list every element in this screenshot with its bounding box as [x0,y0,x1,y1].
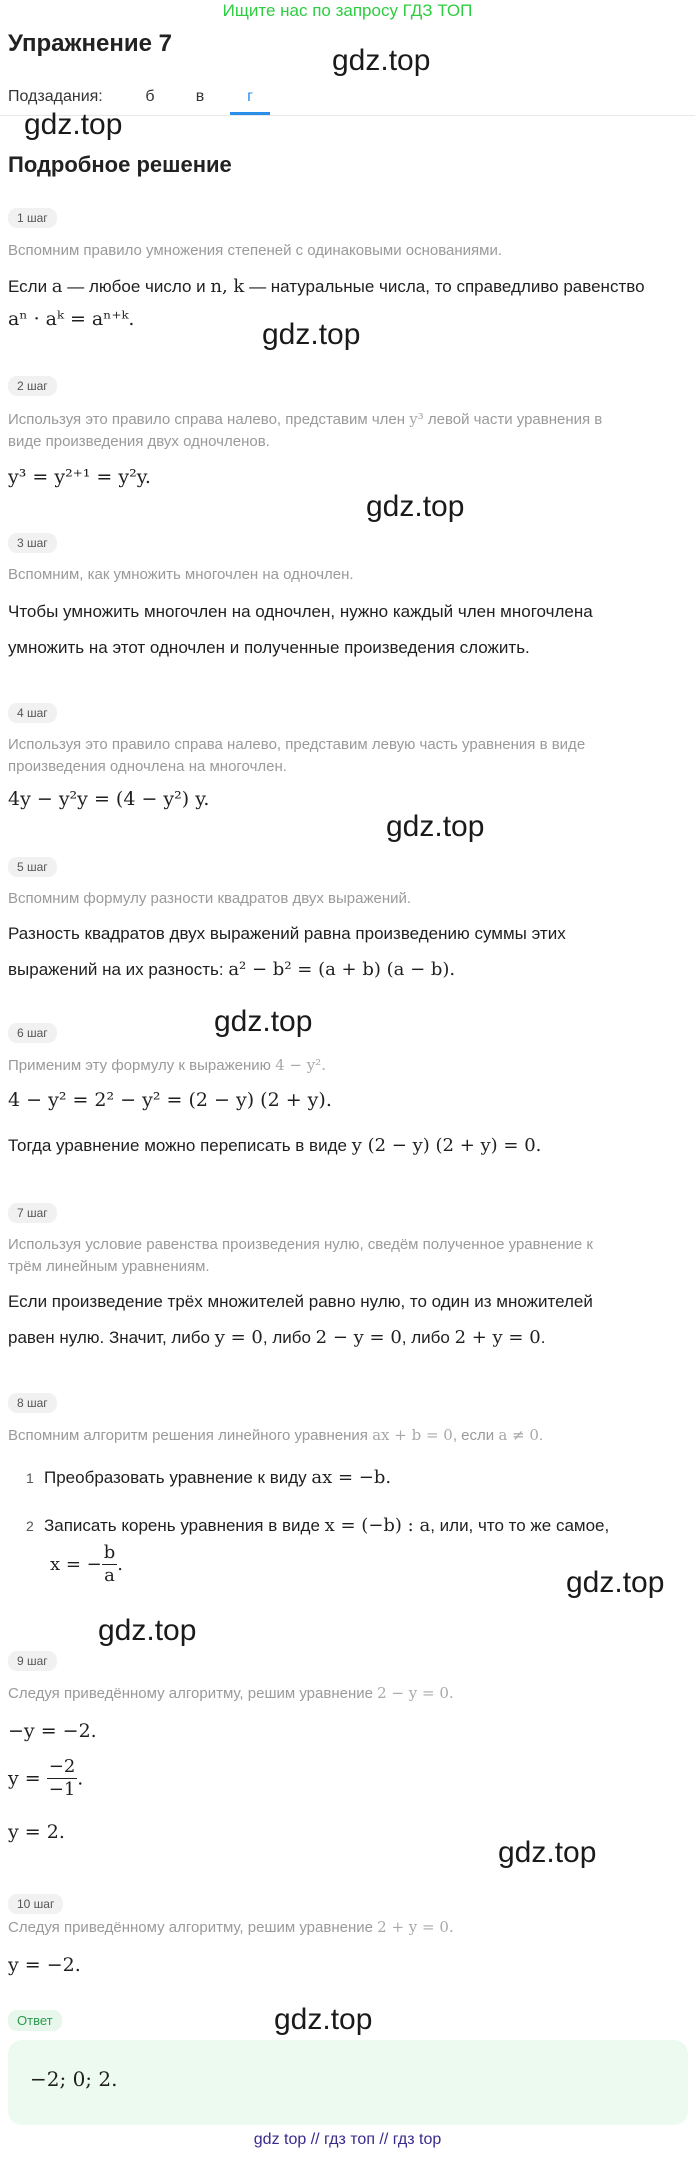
subtab-b[interactable]: б [145,88,155,105]
step-note: Следуя приведённому алгоритму, решим уравнение 2 + y = 0. [8,1918,454,1936]
step-formula: −y = −2. [8,1720,97,1742]
subtab-v[interactable]: в [195,88,205,105]
answer-value: −2; 0; 2. [30,2067,118,2091]
step-formula: 4 − y² = 2² − y² = (2 − y) (2 + y). [8,1089,332,1111]
list-item: Преобразовать уравнение к виду ax = −b. [44,1467,392,1488]
step-note: виде произведения двух одночленов. [8,433,270,450]
step-badge: 10 шаг [8,1894,63,1914]
step-badge: 9 шаг [8,1651,57,1671]
step-note: Вспомним алгоритм решения линейного уравнения ax + b = 0, если a ≠ 0. [8,1426,544,1444]
step-note: Следуя приведённому алгоритму, решим уравнение 2 − y = 0. [8,1684,454,1702]
watermark: gdz.top [24,108,123,141]
subtab-g[interactable]: г [247,88,253,105]
step-text: Если произведение трёх множителей равно нулю, то один из множителей [8,1292,593,1311]
step-formula: aⁿ · aᵏ = aⁿ⁺ᵏ. [8,308,135,330]
step-formula: y³ = y²⁺¹ = y²y. [8,466,151,488]
list-number: 1 [26,1470,34,1486]
watermark: gdz.top [214,1005,313,1038]
step-text: умножить на этот одночлен и полученные произведения сложить. [8,638,530,657]
step-note: Используя это правило справа налево, представим левую часть уравнения в виде [8,736,586,753]
step-note: Вспомним, как умножить многочлен на одночлен. [8,566,354,583]
search-banner[interactable]: Ищите нас по запросу ГДЗ ТОП [222,1,473,20]
page-title: Упражнение 7 [8,30,172,57]
watermark: gdz.top [498,1836,597,1869]
step-badge: 4 шаг [8,703,57,723]
step-formula: y = 2. [8,1821,65,1843]
step-text: Разность квадратов двух выражений равна произведению суммы этих [8,924,566,943]
step-badge: 5 шаг [8,857,57,877]
step-text: Если a — любое число и n, k — натуральные числа, то справедливо равенство [8,276,645,297]
watermark: gdz.top [262,318,361,351]
step-formula: 4y − y²y = (4 − y²) y. [8,788,210,810]
watermark: gdz.top [332,44,431,77]
step-note: трём линейным уравнениям. [8,1258,210,1275]
step-note: Вспомним правило умножения степеней с одинаковыми основаниями. [8,242,502,259]
step-text: равен нулю. Значит, либо y = 0, либо 2 − y = 0, либо 2 + y = 0. [8,1327,546,1348]
watermark: gdz.top [386,810,485,843]
watermark: gdz.top [566,1566,665,1599]
step-badge: 6 шаг [8,1023,57,1043]
watermark: gdz.top [274,2003,373,2036]
step-badge: 7 шаг [8,1203,57,1223]
step-text: Тогда уравнение можно переписать в виде y (2 − y) (2 + y) = 0. [8,1135,542,1156]
fraction-formula: x = − $\frac{b}{a}$ . [50,1542,124,1586]
step-note: Применим эту формулу к выражению 4 − y². [8,1056,326,1074]
step-note: Используя это правило справа налево, представим член y³ левой части уравнения в [8,410,603,428]
step-note: Используя условие равенства произведения нулю, сведём полученное уравнение к [8,1236,593,1253]
subtasks-label: Подзадания: [8,88,103,105]
list-item: Записать корень уравнения в виде x = (−b) : a, или, что то же самое, [44,1515,610,1536]
answer-badge: Ответ [8,2010,62,2031]
step-badge: 2 шаг [8,376,57,396]
step-note: произведения одночлена на многочлен. [8,758,287,775]
step-badge: 3 шаг [8,533,57,553]
step-note: Вспомним формулу разности квадратов двух выражений. [8,890,412,907]
footer-links[interactable]: gdz top // гдз топ // гдз top [253,2131,442,2148]
section-title: Подробное решение [8,152,232,177]
step-formula: y = −2. [8,1954,81,1976]
step-text: выражений на их разность: a² − b² = (a + b) (a − b). [8,959,456,980]
watermark: gdz.top [366,490,465,523]
watermark: gdz.top [98,1614,197,1647]
list-number: 2 [26,1518,34,1534]
step-text: Чтобы умножить многочлен на одночлен, нужно каждый член многочлена [8,602,593,621]
step-badge: 8 шаг [8,1393,57,1413]
step-badge: 1 шаг [8,208,57,228]
step-formula: y = $\frac{-2}{-1}$ . [8,1756,84,1800]
